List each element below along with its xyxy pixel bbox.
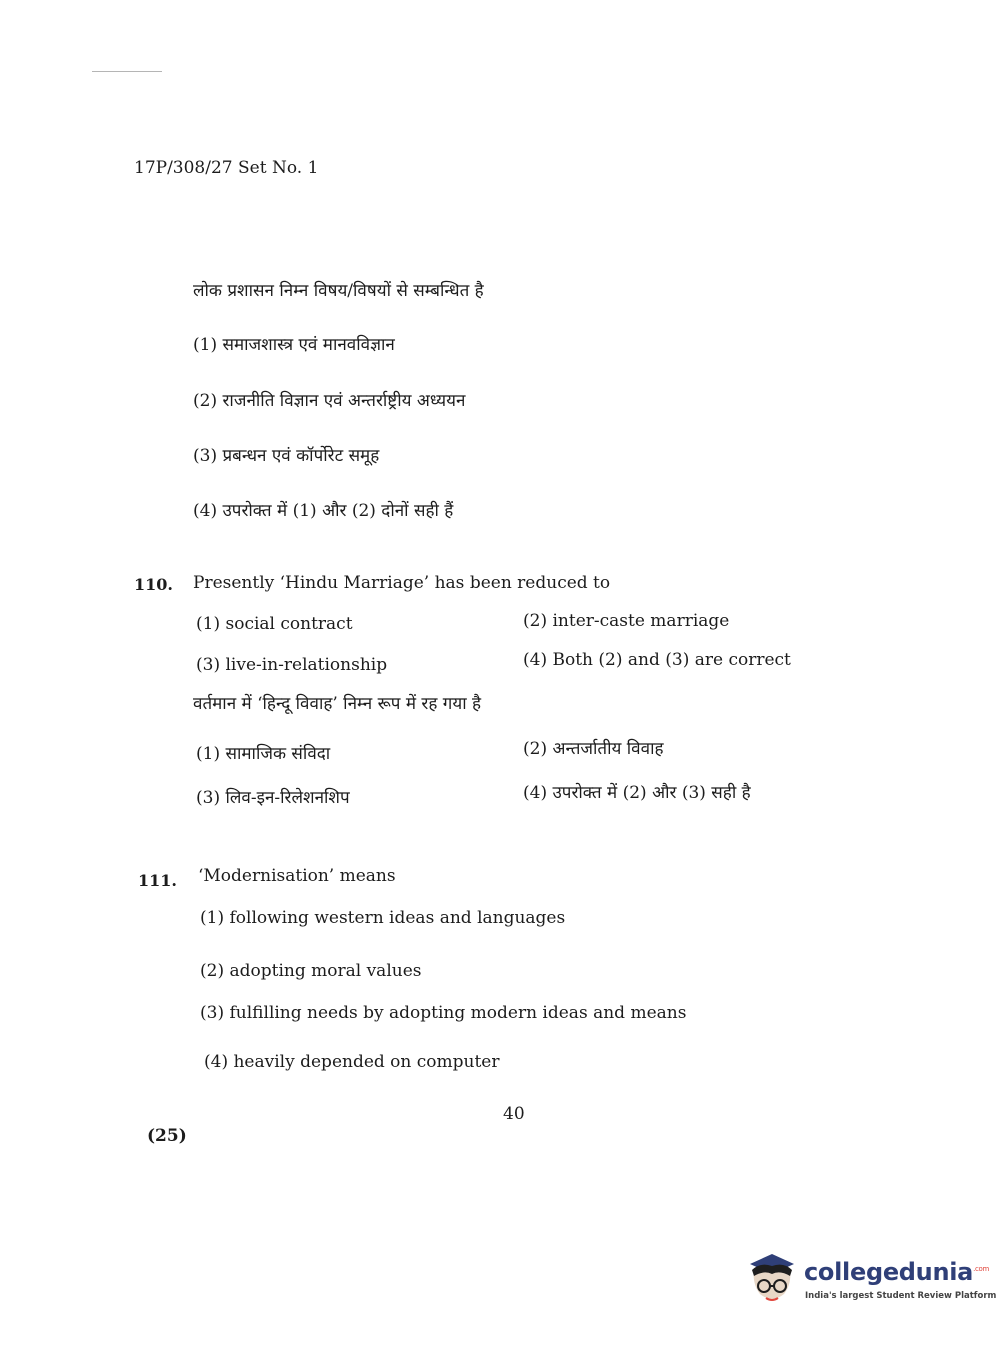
question-count: (25) bbox=[147, 1126, 187, 1146]
page-number: 40 bbox=[503, 1104, 525, 1124]
option-2: (2) inter-caste marriage bbox=[523, 611, 730, 631]
question-number: 111. bbox=[138, 871, 177, 890]
option-4: (4) उपरोक्त में (1) और (2) दोनों सही हैं bbox=[193, 501, 454, 521]
brand-name: collegedunia bbox=[804, 1258, 974, 1286]
option-1: (1) following western ideas and languages bbox=[200, 908, 566, 928]
question-stem: लोक प्रशासन निम्न विषय/विषयों से सम्बन्धित है bbox=[193, 281, 484, 301]
option-1: (1) social contract bbox=[196, 614, 353, 634]
option-3: (3) प्रबन्धन एवं कॉर्पोरेट समूह bbox=[193, 446, 380, 466]
paper-code: 17P/308/27 Set No. 1 bbox=[134, 158, 319, 178]
option-4-hindi: (4) उपरोक्त में (2) और (3) सही है bbox=[523, 783, 751, 803]
option-3-hindi: (3) लिव-इन-रिलेशनशिप bbox=[196, 788, 350, 808]
option-1: (1) समाजशास्त्र एवं मानवविज्ञान bbox=[193, 335, 395, 355]
option-4: (4) Both (2) and (3) are correct bbox=[523, 650, 791, 670]
question-stem: Presently ‘Hindu Marriage’ has been reduced to bbox=[193, 573, 611, 593]
mascot-icon bbox=[742, 1250, 802, 1312]
top-rule bbox=[92, 71, 162, 72]
option-4: (4) heavily depended on computer bbox=[204, 1052, 500, 1072]
option-1-hindi: (1) सामाजिक संविदा bbox=[196, 744, 331, 764]
option-2: (2) adopting moral values bbox=[200, 961, 422, 981]
option-2: (2) राजनीति विज्ञान एवं अन्तर्राष्ट्रीय अध्ययन bbox=[193, 391, 466, 411]
option-3: (3) fulfilling needs by adopting modern ideas and means bbox=[200, 1003, 687, 1023]
brand-suffix: .com bbox=[973, 1265, 990, 1273]
brand-tagline: India's largest Student Review Platform bbox=[805, 1291, 997, 1301]
question-stem: ‘Modernisation’ means bbox=[198, 866, 396, 886]
option-2-hindi: (2) अन्तर्जातीय विवाह bbox=[523, 739, 664, 759]
question-stem-hindi: वर्तमान में ‘हिन्दू विवाह’ निम्न रूप में रह गया है bbox=[193, 694, 482, 714]
collegedunia-logo bbox=[742, 1250, 997, 1312]
option-3: (3) live-in-relationship bbox=[196, 655, 388, 675]
question-number: 110. bbox=[134, 575, 173, 594]
